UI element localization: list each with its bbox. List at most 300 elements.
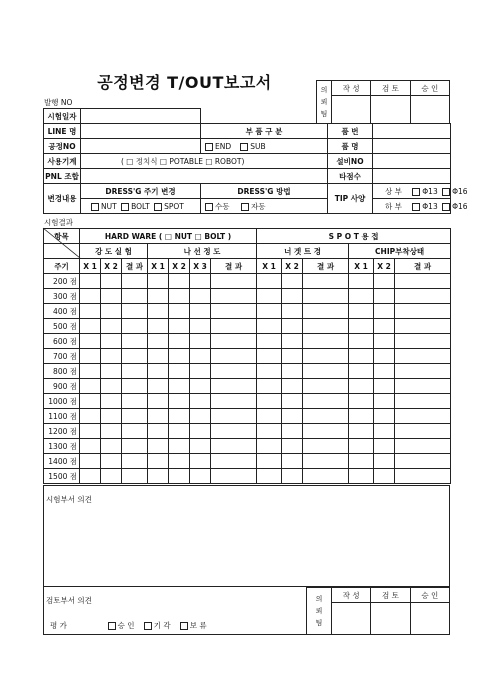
test-dept-label: 시험부서 의견	[46, 495, 92, 504]
result-cell[interactable]	[122, 334, 148, 349]
approval-bottom-write-header: 작 성	[332, 588, 371, 603]
result-cell[interactable]	[257, 319, 282, 334]
result-cell[interactable]	[257, 289, 282, 304]
result-cell[interactable]	[122, 349, 148, 364]
cycle-label: 900 점	[44, 379, 80, 394]
result-cell[interactable]	[101, 364, 122, 379]
result-cell[interactable]	[80, 409, 101, 424]
results-grid	[43, 228, 451, 484]
result-cell[interactable]	[80, 334, 101, 349]
result-cell[interactable]	[101, 454, 122, 469]
hold-label: 보 류	[189, 621, 207, 630]
chip-x2: X 2	[374, 259, 395, 274]
result-cell[interactable]	[80, 439, 101, 454]
pnl-label: PNL 조합	[44, 169, 81, 184]
result-cell[interactable]	[349, 454, 374, 469]
lower-phi13-checkbox[interactable]	[412, 203, 420, 211]
result-cell[interactable]	[148, 454, 169, 469]
result-cell[interactable]	[257, 454, 282, 469]
result-cell[interactable]	[148, 469, 169, 484]
reject-label: 기 각	[153, 621, 171, 630]
result-cell[interactable]	[211, 379, 257, 394]
result-cell[interactable]	[395, 364, 451, 379]
result-cell[interactable]	[122, 469, 148, 484]
equip-no-field[interactable]	[373, 154, 451, 169]
result-cell[interactable]	[395, 409, 451, 424]
result-cell[interactable]	[349, 364, 374, 379]
result-cell[interactable]	[169, 304, 190, 319]
result-cell[interactable]	[148, 349, 169, 364]
table-row	[44, 439, 451, 454]
result-cell[interactable]	[148, 364, 169, 379]
result-cell[interactable]	[374, 289, 395, 304]
test-dept-opinion-box[interactable]	[43, 485, 450, 587]
approval-bottom-review-cell[interactable]	[371, 603, 410, 635]
spot-label: SPOT	[164, 201, 184, 211]
result-cell[interactable]	[303, 394, 349, 409]
result-cell[interactable]	[169, 394, 190, 409]
result-cell[interactable]	[257, 364, 282, 379]
result-cell[interactable]	[211, 409, 257, 424]
result-cell[interactable]	[282, 319, 303, 334]
result-cell[interactable]	[303, 364, 349, 379]
result-cell[interactable]	[190, 334, 211, 349]
manual-label: 수동	[215, 201, 230, 211]
table-row	[44, 379, 451, 394]
result-cell[interactable]	[211, 304, 257, 319]
part-name-field[interactable]	[373, 139, 451, 154]
result-cell[interactable]	[211, 319, 257, 334]
cycle-label: 200 점	[44, 274, 80, 289]
end-option-label: END	[215, 141, 232, 151]
table-row	[44, 409, 451, 424]
strength-header: 강 도 실 험	[80, 244, 148, 259]
result-cell[interactable]	[395, 289, 451, 304]
dress-cycle-label: DRESS'G 주기 변경	[81, 184, 201, 199]
screw-x3: X 3	[190, 259, 211, 274]
result-cell[interactable]	[211, 469, 257, 484]
result-cell[interactable]	[303, 424, 349, 439]
result-cell[interactable]	[148, 424, 169, 439]
nut-checkbox[interactable]	[91, 203, 99, 211]
approve-checkbox[interactable]	[108, 622, 116, 630]
chip-x1: X 1	[349, 259, 374, 274]
table-row	[44, 319, 451, 334]
tip-upper-row	[373, 184, 468, 199]
process-no-field[interactable]	[81, 139, 201, 154]
approval-write-header: 작 성	[332, 81, 371, 96]
result-cell[interactable]	[122, 394, 148, 409]
result-cell[interactable]	[101, 469, 122, 484]
result-cell[interactable]	[101, 379, 122, 394]
result-cell[interactable]	[122, 364, 148, 379]
result-cell[interactable]	[374, 394, 395, 409]
result-cell[interactable]	[349, 469, 374, 484]
result-cell[interactable]	[122, 454, 148, 469]
result-cell[interactable]	[80, 469, 101, 484]
process-no-label: 공정NO	[44, 139, 81, 154]
result-cell[interactable]	[303, 319, 349, 334]
result-cell[interactable]	[190, 289, 211, 304]
result-cell[interactable]	[211, 424, 257, 439]
screw-result: 결 과	[211, 259, 257, 274]
table-row	[44, 364, 451, 379]
result-cell[interactable]	[80, 454, 101, 469]
result-cell[interactable]	[282, 469, 303, 484]
result-cell[interactable]	[282, 439, 303, 454]
bolt-label: BOLT	[131, 201, 150, 211]
table-row	[44, 394, 451, 409]
upper-phi16-label: Φ16	[452, 186, 468, 196]
result-cell[interactable]	[395, 274, 451, 289]
result-cell[interactable]	[374, 319, 395, 334]
result-cell[interactable]	[148, 304, 169, 319]
item-header: 항목	[44, 229, 80, 244]
table-row	[44, 334, 451, 349]
strength-x2: X 2	[101, 259, 122, 274]
result-cell[interactable]	[122, 319, 148, 334]
result-cell[interactable]	[303, 289, 349, 304]
test-date-field[interactable]	[81, 109, 201, 124]
result-cell[interactable]	[374, 424, 395, 439]
cycle-header: 주기	[44, 259, 80, 274]
hold-checkbox[interactable]	[180, 622, 188, 630]
result-cell[interactable]	[349, 409, 374, 424]
result-cell[interactable]	[282, 274, 303, 289]
result-cell[interactable]	[190, 304, 211, 319]
approval-bottom-approve-header: 승 인	[410, 588, 449, 603]
table-row	[44, 424, 451, 439]
line-field[interactable]	[81, 124, 201, 139]
result-cell[interactable]	[80, 289, 101, 304]
result-cell[interactable]	[148, 379, 169, 394]
result-cell[interactable]	[282, 424, 303, 439]
result-cell[interactable]	[80, 304, 101, 319]
approval-review-header: 검 토	[371, 81, 410, 96]
result-cell[interactable]	[395, 424, 451, 439]
result-cell[interactable]	[395, 379, 451, 394]
result-cell[interactable]	[374, 379, 395, 394]
table-row	[44, 349, 451, 364]
result-cell[interactable]	[257, 274, 282, 289]
end-checkbox[interactable]	[205, 143, 213, 151]
result-cell[interactable]	[282, 379, 303, 394]
result-cell[interactable]	[169, 289, 190, 304]
tip-lower-row	[373, 199, 468, 214]
result-cell[interactable]	[169, 274, 190, 289]
result-title: 시험결과	[44, 218, 73, 227]
result-cell[interactable]	[303, 454, 349, 469]
result-cell[interactable]	[101, 409, 122, 424]
result-cell[interactable]	[257, 394, 282, 409]
dress-cycle-options	[81, 199, 201, 214]
result-cell[interactable]	[190, 439, 211, 454]
result-cell[interactable]	[374, 334, 395, 349]
cycle-label: 1100 점	[44, 409, 80, 424]
result-cell[interactable]	[374, 364, 395, 379]
evaluation-label: 평 가	[50, 621, 67, 630]
cycle-label: 1000 점	[44, 394, 80, 409]
result-cell[interactable]	[374, 469, 395, 484]
approval-approve-header: 승 인	[410, 81, 449, 96]
result-cell[interactable]	[395, 334, 451, 349]
result-cell[interactable]	[122, 289, 148, 304]
result-cell[interactable]	[374, 274, 395, 289]
result-cell[interactable]	[349, 394, 374, 409]
reject-checkbox[interactable]	[144, 622, 152, 630]
table-row	[44, 289, 451, 304]
cycle-label: 600 점	[44, 334, 80, 349]
result-cell[interactable]	[395, 349, 451, 364]
strength-x1: X 1	[80, 259, 101, 274]
upper-phi16-checkbox[interactable]	[442, 188, 450, 196]
result-cell[interactable]	[257, 349, 282, 364]
result-cell[interactable]	[374, 454, 395, 469]
result-cell[interactable]	[349, 274, 374, 289]
result-cell[interactable]	[101, 349, 122, 364]
chip-header: CHIP부착상태	[349, 244, 451, 259]
result-cell[interactable]	[303, 379, 349, 394]
result-cell[interactable]	[169, 364, 190, 379]
cycle-label: 1300 점	[44, 439, 80, 454]
result-cell[interactable]	[349, 424, 374, 439]
change-label: 변경내용	[44, 184, 81, 214]
result-cell[interactable]	[101, 319, 122, 334]
result-cell[interactable]	[395, 439, 451, 454]
result-cell[interactable]	[190, 454, 211, 469]
spot-checkbox[interactable]	[154, 203, 162, 211]
result-cell[interactable]	[80, 319, 101, 334]
upper-phi13-checkbox[interactable]	[412, 188, 420, 196]
page-title: 공정변경 T/OUT보고서	[97, 73, 272, 92]
hits-field[interactable]	[373, 169, 451, 184]
result-cell[interactable]	[190, 409, 211, 424]
result-cell[interactable]	[374, 439, 395, 454]
result-cell[interactable]	[374, 349, 395, 364]
hardware-header: HARD WARE ( □ NUT □ BOLT )	[80, 229, 257, 244]
nugget-x2: X 2	[282, 259, 303, 274]
result-cell[interactable]	[303, 409, 349, 424]
result-cell[interactable]	[257, 304, 282, 319]
result-cell[interactable]	[101, 304, 122, 319]
result-cell[interactable]	[122, 424, 148, 439]
result-cell[interactable]	[303, 439, 349, 454]
result-cell[interactable]	[169, 319, 190, 334]
result-cell[interactable]	[169, 349, 190, 364]
result-cell[interactable]	[122, 409, 148, 424]
result-cell[interactable]	[80, 364, 101, 379]
result-cell[interactable]	[374, 409, 395, 424]
machine-label: 사용기계	[44, 154, 81, 169]
result-cell[interactable]	[349, 349, 374, 364]
result-cell[interactable]	[122, 439, 148, 454]
result-cell[interactable]	[122, 304, 148, 319]
result-cell[interactable]	[169, 409, 190, 424]
result-cell[interactable]	[148, 409, 169, 424]
result-cell[interactable]	[122, 379, 148, 394]
result-cell[interactable]	[257, 469, 282, 484]
part-name-label: 품 명	[328, 139, 373, 154]
result-cell[interactable]	[190, 364, 211, 379]
lower-label: 하 부	[385, 201, 402, 211]
result-cell[interactable]	[395, 469, 451, 484]
result-cell[interactable]	[169, 454, 190, 469]
cycle-label: 1400 점	[44, 454, 80, 469]
result-cell[interactable]	[80, 424, 101, 439]
result-cell[interactable]	[148, 319, 169, 334]
result-cell[interactable]	[211, 394, 257, 409]
result-cell[interactable]	[169, 334, 190, 349]
result-cell[interactable]	[101, 439, 122, 454]
auto-checkbox[interactable]	[241, 203, 249, 211]
result-cell[interactable]	[148, 289, 169, 304]
review-dept-label: 검토부서 의견	[46, 596, 92, 605]
result-cell[interactable]	[80, 394, 101, 409]
result-cell[interactable]	[80, 379, 101, 394]
approval-bottom-write-cell[interactable]	[332, 603, 371, 635]
result-cell[interactable]	[257, 409, 282, 424]
result-cell[interactable]	[282, 334, 303, 349]
cycle-label: 700 점	[44, 349, 80, 364]
approval-bottom-team-label: 의 뢰 팀	[307, 588, 332, 635]
result-cell[interactable]	[190, 319, 211, 334]
part-no-field[interactable]	[373, 124, 451, 139]
approval-box-bottom	[306, 587, 450, 635]
result-cell[interactable]	[169, 469, 190, 484]
result-cell[interactable]	[349, 304, 374, 319]
nut-label: NUT	[101, 201, 117, 211]
sub-checkbox[interactable]	[240, 143, 248, 151]
result-cell[interactable]	[374, 304, 395, 319]
equip-no-label: 설비NO	[328, 154, 373, 169]
result-cell[interactable]	[148, 394, 169, 409]
result-cell[interactable]	[190, 424, 211, 439]
result-cell[interactable]	[257, 379, 282, 394]
result-cell[interactable]	[349, 289, 374, 304]
result-cell[interactable]	[211, 349, 257, 364]
result-cell[interactable]	[80, 274, 101, 289]
auto-label: 자동	[251, 201, 266, 211]
result-cell[interactable]	[101, 424, 122, 439]
result-cell[interactable]	[169, 424, 190, 439]
approval-bottom-approve-cell[interactable]	[410, 603, 449, 635]
dress-method-label: DRESS'G 방법	[201, 184, 328, 199]
result-cell[interactable]	[169, 439, 190, 454]
result-cell[interactable]	[190, 469, 211, 484]
nugget-x1: X 1	[257, 259, 282, 274]
chip-result: 결 과	[395, 259, 451, 274]
result-cell[interactable]	[101, 334, 122, 349]
result-cell[interactable]	[395, 319, 451, 334]
screw-header: 나 선 정 도	[148, 244, 257, 259]
lower-phi16-checkbox[interactable]	[442, 203, 450, 211]
result-cell[interactable]	[395, 454, 451, 469]
screw-x1: X 1	[148, 259, 169, 274]
pnl-field[interactable]	[81, 169, 328, 184]
result-cell[interactable]	[282, 409, 303, 424]
approval-bottom-review-header: 검 토	[371, 588, 410, 603]
result-cell[interactable]	[190, 379, 211, 394]
result-cell[interactable]	[101, 394, 122, 409]
result-cell[interactable]	[395, 394, 451, 409]
result-cell[interactable]	[211, 334, 257, 349]
table-row	[44, 469, 451, 484]
result-cell[interactable]	[211, 454, 257, 469]
spot-header: S P O T 용 접	[257, 229, 451, 244]
result-cell[interactable]	[211, 439, 257, 454]
upper-phi13-label: Φ13	[422, 186, 438, 196]
table-row	[44, 304, 451, 319]
result-cell[interactable]	[349, 439, 374, 454]
table-row	[44, 454, 451, 469]
result-cell[interactable]	[169, 379, 190, 394]
result-cell[interactable]	[303, 304, 349, 319]
result-cell[interactable]	[211, 289, 257, 304]
result-cell[interactable]	[257, 439, 282, 454]
result-cell[interactable]	[101, 274, 122, 289]
result-cell[interactable]	[349, 379, 374, 394]
result-cell[interactable]	[148, 274, 169, 289]
upper-label: 상 부	[385, 186, 402, 196]
result-cell[interactable]	[282, 349, 303, 364]
cycle-label: 500 점	[44, 319, 80, 334]
hits-label: 타점수	[328, 169, 373, 184]
result-cell[interactable]	[101, 289, 122, 304]
result-cell[interactable]	[122, 274, 148, 289]
approve-label: 승 인	[117, 621, 135, 630]
strength-result: 결 과	[122, 259, 148, 274]
manual-checkbox[interactable]	[205, 203, 213, 211]
result-cell[interactable]	[303, 334, 349, 349]
screw-x2: X 2	[169, 259, 190, 274]
result-cell[interactable]	[80, 349, 101, 364]
result-cell[interactable]	[190, 349, 211, 364]
part-class-label: 부 품 구 분	[201, 124, 328, 139]
result-cell[interactable]	[303, 274, 349, 289]
result-cell[interactable]	[303, 469, 349, 484]
sub-option-label: SUB	[250, 141, 266, 151]
result-cell[interactable]	[349, 319, 374, 334]
table-row	[44, 274, 451, 289]
result-cell[interactable]	[282, 394, 303, 409]
nugget-header: 너 겟 트 경	[257, 244, 349, 259]
bolt-checkbox[interactable]	[121, 203, 129, 211]
result-cell[interactable]	[148, 439, 169, 454]
part-no-label: 품 번	[328, 124, 373, 139]
result-cell[interactable]	[257, 334, 282, 349]
result-cell[interactable]	[282, 454, 303, 469]
result-cell[interactable]	[282, 304, 303, 319]
tip-label: TIP 사양	[328, 184, 373, 214]
dress-method-options	[201, 199, 328, 214]
cycle-label: 1500 점	[44, 469, 80, 484]
result-cell[interactable]	[257, 424, 282, 439]
result-cell[interactable]	[303, 349, 349, 364]
result-cell[interactable]	[211, 274, 257, 289]
result-cell[interactable]	[190, 274, 211, 289]
lower-phi13-label: Φ13	[422, 201, 438, 211]
cycle-label: 800 점	[44, 364, 80, 379]
result-cell[interactable]	[211, 364, 257, 379]
result-cell[interactable]	[282, 289, 303, 304]
result-cell[interactable]	[395, 304, 451, 319]
machine-options[interactable]: ( □ 정치식 □ POTABLE □ ROBOT)	[81, 154, 328, 169]
result-cell[interactable]	[349, 334, 374, 349]
result-cell[interactable]	[282, 364, 303, 379]
issue-no-label: 발행 NO	[44, 98, 73, 107]
result-cell[interactable]	[190, 394, 211, 409]
result-cell[interactable]	[148, 334, 169, 349]
